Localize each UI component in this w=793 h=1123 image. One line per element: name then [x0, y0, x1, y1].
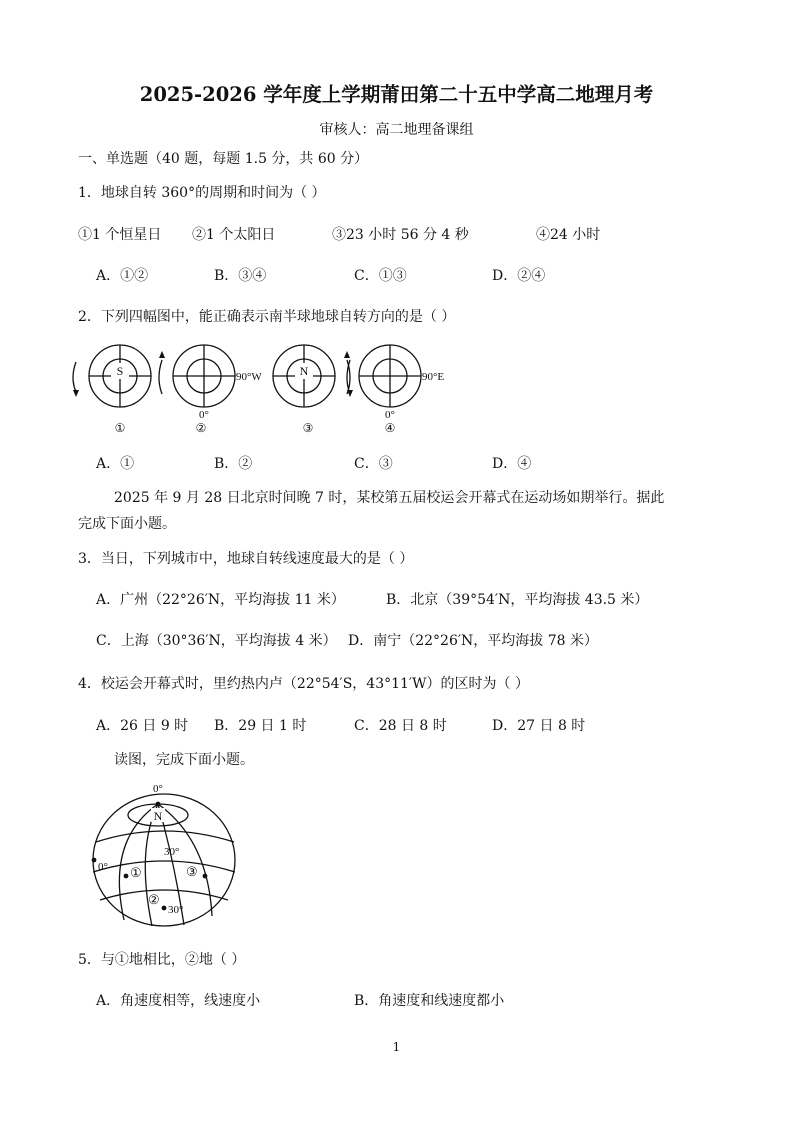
q2-option-d[interactable]: D．④	[492, 456, 532, 472]
q4-option-d[interactable]: D．27 日 8 时	[492, 718, 586, 734]
q3-option-d[interactable]: D．南宁（22°26′N，平均海拔 78 米）	[348, 633, 598, 649]
q2-option-c[interactable]: C．③	[354, 456, 393, 472]
pole-n-label: N	[299, 364, 309, 378]
q1-option-d[interactable]: D．②④	[492, 268, 546, 284]
q1-item-2: ②1 个太阳日	[192, 227, 276, 243]
q3-option-b[interactable]: B．北京（39°54′N，平均海拔 43.5 米）	[386, 592, 649, 608]
fig-num-3: ③	[302, 421, 314, 435]
q3-stem: 3．当日，下列城市中，地球自转线速度最大的是（ ）	[78, 551, 414, 567]
globe-pole-label: N	[153, 809, 163, 823]
q1-stem: 1．地球自转 360°的周期和时间为（ ）	[78, 185, 326, 201]
globe-point-1: ①	[130, 865, 142, 880]
passage-read-figure: 读图，完成下面小题。	[114, 752, 254, 768]
exam-title: 2025-2026 学年度上学期莆田第二十五中学高二地理月考	[139, 83, 654, 106]
pole-s-label: S	[116, 364, 124, 378]
globe-bottom-label: 30°	[168, 904, 184, 916]
q2-option-a[interactable]: A．①	[96, 456, 135, 472]
fig-num-2: ②	[195, 421, 207, 435]
q2-stem: 2．下列四幅图中，能正确表示南半球地球自转方向的是（ ）	[78, 309, 456, 325]
q1-option-c[interactable]: C．①③	[354, 268, 407, 284]
fig-num-4: ④	[384, 421, 396, 435]
q1-item-4: ④24 小时	[536, 227, 601, 243]
fig-num-1: ①	[114, 421, 126, 435]
q1-item-3: ③23 小时 56 分 4 秒	[332, 227, 469, 243]
reviewer-line: 审核人：高二地理备课组	[319, 122, 474, 138]
q5-option-b[interactable]: B．角速度和线速度都小	[354, 993, 505, 1009]
lon-e-label: 90°E	[422, 371, 445, 383]
q5-option-a[interactable]: A．角速度相等，线速度小	[96, 993, 261, 1009]
passage-line-2: 完成下面小题。	[78, 516, 176, 532]
page-number: 1	[392, 1040, 401, 1054]
q1-item-1: ①1 个恒星日	[78, 227, 162, 243]
globe-left-label: 0°	[98, 861, 108, 873]
q4-option-a[interactable]: A．26 日 9 时	[96, 718, 189, 734]
globe-point-2: ②	[148, 892, 160, 907]
q4-option-b[interactable]: B．29 日 1 时	[214, 718, 307, 734]
q3-option-c[interactable]: C．上海（30°36′N，平均海拔 4 米）	[96, 633, 337, 649]
zero-label-a: 0°	[199, 409, 209, 421]
q3-option-a[interactable]: A．广州（22°26′N，平均海拔 11 米）	[96, 592, 345, 608]
section-heading: 一、单选题（40 题，每题 1.5 分，共 60 分）	[78, 151, 369, 167]
globe-figure	[88, 780, 248, 930]
lon-w-label: 90°W	[236, 371, 262, 383]
globe-point-3: ③	[186, 864, 198, 879]
q1-option-a[interactable]: A．①②	[96, 268, 149, 284]
globe-top-label: 0°	[153, 783, 163, 795]
q1-option-b[interactable]: B．③④	[214, 268, 267, 284]
q4-stem: 4．校运会开幕式时，里约热内卢（22°54′S，43°11′W）的区时为（ ）	[78, 676, 529, 692]
rotation-figure	[64, 340, 464, 440]
globe-lat-label: 30°	[164, 846, 180, 858]
q4-option-c[interactable]: C．28 日 8 时	[354, 718, 447, 734]
q2-option-b[interactable]: B．②	[214, 456, 253, 472]
passage-line-1: 2025 年 9 月 28 日北京时间晚 7 时，某校第五届校运会开幕式在运动场如期举行。据此	[114, 490, 665, 506]
q5-stem: 5．与①地相比，②地（ ）	[78, 952, 246, 968]
zero-label-b: 0°	[385, 409, 395, 421]
